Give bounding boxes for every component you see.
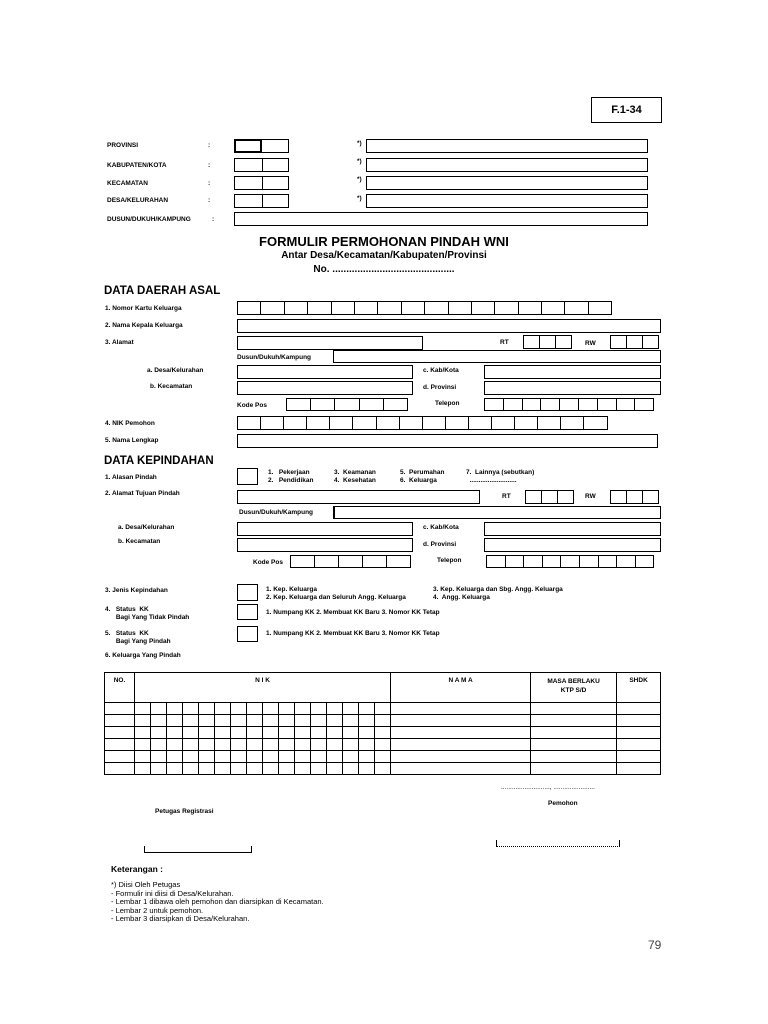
rt-cells[interactable]	[523, 335, 571, 349]
table-cell[interactable]	[617, 715, 661, 727]
digit-cell[interactable]	[564, 301, 588, 315]
table-cell[interactable]	[231, 703, 247, 715]
digit-cell[interactable]	[634, 398, 654, 411]
table-cell[interactable]	[617, 751, 661, 763]
table-cell[interactable]	[199, 751, 215, 763]
note-line: - Formulir ini diisi di Desa/Kelurahan.	[111, 888, 234, 898]
label-alamat: 3. Alamat	[105, 339, 134, 346]
rt-label: RT	[502, 493, 511, 500]
nik-pemohon-cells[interactable]	[237, 416, 607, 430]
table-cell[interactable]	[531, 715, 617, 727]
table-header-row	[105, 673, 661, 703]
table-cell[interactable]	[199, 763, 215, 775]
jenis-kepindahan-input[interactable]	[237, 584, 258, 601]
digit-cell[interactable]	[386, 555, 411, 568]
table-cell[interactable]	[617, 763, 661, 775]
table-cell[interactable]	[375, 703, 391, 715]
table-cell[interactable]	[375, 715, 391, 727]
table-cell[interactable]	[135, 715, 151, 727]
table-cell[interactable]	[135, 751, 151, 763]
digit-cell[interactable]	[514, 416, 538, 430]
table-row	[105, 727, 661, 739]
table-cell[interactable]	[343, 739, 359, 751]
status-tidak-pindah-input[interactable]	[237, 604, 258, 620]
table-cell[interactable]	[311, 715, 327, 727]
digit-cell[interactable]	[401, 301, 425, 315]
kecamatan-code-input[interactable]	[234, 176, 288, 190]
table-cell[interactable]	[311, 751, 327, 763]
table-cell[interactable]	[359, 703, 375, 715]
status-options-5: 1. Numpang KK 2. Membuat KK Baru 3. Nomor KK Tetap	[266, 630, 440, 637]
table-cell[interactable]	[359, 763, 375, 775]
table-cell[interactable]	[199, 715, 215, 727]
digit-cell[interactable]	[286, 398, 311, 411]
digit-cell[interactable]	[352, 416, 376, 430]
header-label-provinsi: PROVINSI	[107, 142, 139, 149]
desa-label: a. Desa/Kelurahan	[147, 367, 204, 374]
digit-cell[interactable]	[310, 398, 335, 411]
table-cell[interactable]	[327, 703, 343, 715]
form-code: F.1-34	[591, 97, 662, 123]
table-cell[interactable]	[151, 703, 167, 715]
table-cell[interactable]	[327, 739, 343, 751]
table-cell[interactable]	[295, 715, 311, 727]
table-cell[interactable]	[151, 715, 167, 727]
table-cell[interactable]	[215, 751, 231, 763]
digit-cell[interactable]	[537, 416, 561, 430]
table-cell[interactable]	[199, 727, 215, 739]
digit-cell[interactable]	[359, 398, 384, 411]
nomor-kk-cells[interactable]	[237, 301, 611, 315]
table-cell[interactable]	[263, 751, 279, 763]
table-cell[interactable]	[311, 763, 327, 775]
table-cell[interactable]	[531, 739, 617, 751]
kabupaten-name-input[interactable]	[366, 158, 648, 172]
digit-cell[interactable]	[290, 555, 315, 568]
kec-asal-input[interactable]	[237, 381, 413, 395]
table-cell[interactable]	[183, 727, 199, 739]
label-jenis-kepindahan: 3. Jenis Kepindahan	[105, 587, 168, 594]
header-no: NO.	[105, 673, 135, 703]
digit-cell[interactable]	[329, 416, 353, 430]
table-cell[interactable]	[343, 727, 359, 739]
table-cell[interactable]	[359, 751, 375, 763]
section-heading-asal: DATA DAERAH ASAL	[104, 285, 221, 297]
section-heading-pindah: DATA KEPINDAHAN	[104, 455, 214, 467]
table-cell[interactable]	[215, 739, 231, 751]
digit-cell[interactable]	[503, 398, 523, 411]
kab-label: c. Kab/Kota	[423, 367, 459, 374]
table-cell[interactable]	[151, 739, 167, 751]
table-cell[interactable]	[135, 739, 151, 751]
digit-cell[interactable]	[494, 301, 518, 315]
table-cell[interactable]	[183, 739, 199, 751]
rw-cells[interactable]	[610, 335, 658, 349]
digit-cell[interactable]	[560, 416, 584, 430]
table-cell[interactable]	[231, 739, 247, 751]
table-cell[interactable]	[279, 703, 295, 715]
kec-label: b. Kecamatan	[118, 538, 161, 545]
header-nama: N A M A	[391, 673, 531, 703]
label-nomor-kk: 1. Nomor Kartu Keluarga	[105, 305, 182, 312]
table-cell[interactable]	[375, 727, 391, 739]
table-cell[interactable]	[105, 739, 135, 751]
table-cell[interactable]	[247, 727, 263, 739]
petugas-signature-line[interactable]	[144, 846, 252, 853]
table-cell[interactable]	[167, 739, 183, 751]
rw-label: RW	[585, 340, 596, 347]
table-cell[interactable]	[215, 715, 231, 727]
alamat-input[interactable]	[237, 336, 423, 350]
label-kepala-keluarga: 2. Nama Kepala Keluarga	[105, 322, 183, 329]
table-cell[interactable]	[215, 727, 231, 739]
table-row	[105, 715, 661, 727]
table-cell[interactable]	[199, 739, 215, 751]
table-cell[interactable]	[327, 751, 343, 763]
table-cell[interactable]	[135, 763, 151, 775]
dusun-label: Dusun/Dukuh/Kampung	[237, 354, 312, 361]
digit-cell[interactable]	[484, 398, 504, 411]
header-colon: :	[208, 142, 211, 149]
rw-label: RW	[585, 493, 596, 500]
note-line: - Lembar 3 diarsipkan di Desa/Kelurahan.	[111, 914, 250, 924]
table-cell[interactable]	[391, 715, 531, 727]
table-cell[interactable]	[295, 751, 311, 763]
digit-cell[interactable]	[283, 416, 307, 430]
alasan-pindah-input[interactable]	[237, 468, 258, 485]
table-cell[interactable]	[327, 727, 343, 739]
table-cell[interactable]	[359, 727, 375, 739]
header-label-dusun: DUSUN/DUKUH/KAMPUNG	[107, 216, 191, 223]
digit-cell[interactable]	[338, 555, 363, 568]
kab-label: c. Kab/Kota	[423, 524, 459, 531]
digit-cell[interactable]	[399, 416, 423, 430]
label-keluarga-pindah: 6. Keluarga Yang Pindah	[105, 652, 181, 659]
dusun-asal-input[interactable]	[333, 350, 661, 363]
digit-cell[interactable]	[505, 555, 525, 568]
table-cell[interactable]	[167, 763, 183, 775]
digit-cell[interactable]	[578, 398, 598, 411]
table-cell[interactable]	[311, 739, 327, 751]
table-cell[interactable]	[391, 763, 531, 775]
table-cell[interactable]	[263, 703, 279, 715]
table-cell[interactable]	[247, 715, 263, 727]
kec-label: b. Kecamatan	[150, 383, 193, 390]
page-number: 79	[648, 938, 662, 952]
label-nik-pemohon: 4. NIK Pemohon	[105, 420, 155, 427]
table-cell[interactable]	[391, 727, 531, 739]
table-cell[interactable]	[247, 739, 263, 751]
telepon-tujuan-cells[interactable]	[486, 555, 653, 568]
petugas-mark: *)	[357, 176, 362, 183]
digit-cell[interactable]	[518, 301, 542, 315]
status-options-4: 1. Numpang KK 2. Membuat KK Baru 3. Nomor KK Tetap	[266, 609, 440, 616]
desa-name-input[interactable]	[366, 194, 648, 208]
digit-cell[interactable]	[616, 555, 636, 568]
table-cell[interactable]	[343, 751, 359, 763]
table-cell[interactable]	[263, 727, 279, 739]
digit-cell[interactable]	[635, 555, 655, 568]
table-cell[interactable]	[167, 703, 183, 715]
table-cell[interactable]	[295, 727, 311, 739]
digit-cell[interactable]	[334, 398, 359, 411]
kabupaten-code-input[interactable]	[234, 158, 288, 172]
alasan-options-3: 5. Perumahan 6. Keluarga	[400, 469, 445, 484]
header-colon: :	[208, 162, 211, 169]
digit-cell[interactable]	[237, 416, 261, 430]
digit-cell[interactable]	[588, 301, 612, 315]
table-cell[interactable]	[135, 703, 151, 715]
table-cell[interactable]	[231, 763, 247, 775]
label-status-pindah: 5. Status KK Bagi Yang Pindah	[105, 630, 171, 645]
header-masa-berlaku: MASA BERLAKU KTP S/D	[531, 673, 617, 703]
form-number: No. ............................................	[313, 264, 455, 275]
table-cell[interactable]	[183, 763, 199, 775]
table-cell[interactable]	[391, 739, 531, 751]
table-cell[interactable]	[531, 703, 617, 715]
table-cell[interactable]	[105, 751, 135, 763]
table-cell[interactable]	[295, 739, 311, 751]
header-shdk: SHDK	[617, 673, 661, 703]
prov-tujuan-input[interactable]	[484, 538, 661, 552]
table-cell[interactable]	[311, 703, 327, 715]
table-cell[interactable]	[183, 751, 199, 763]
telepon-label: Telepon	[435, 400, 460, 407]
kecamatan-name-input[interactable]	[366, 176, 648, 190]
table-cell[interactable]	[391, 703, 531, 715]
table-cell[interactable]	[343, 703, 359, 715]
pemohon-label: Pemohon	[548, 800, 578, 807]
table-cell[interactable]	[375, 751, 391, 763]
digit-cell[interactable]	[314, 555, 339, 568]
header-label-desa: DESA/KELURAHAN	[107, 197, 169, 204]
table-cell[interactable]	[105, 703, 135, 715]
table-cell[interactable]	[375, 763, 391, 775]
table-cell[interactable]	[247, 703, 263, 715]
table-cell[interactable]	[167, 751, 183, 763]
digit-cell[interactable]	[260, 416, 284, 430]
provinsi-name-input[interactable]	[366, 139, 648, 153]
jenis-options-left: 1. Kep. Keluarga 2. Kep. Keluarga dan Seluruh Angg. Keluarga	[266, 586, 406, 601]
kab-tujuan-input[interactable]	[484, 522, 661, 536]
table-cell[interactable]	[215, 703, 231, 715]
prov-label: d. Provinsi	[423, 541, 457, 548]
jenis-options-right: 3. Kep. Keluarga dan Sbg. Angg. Keluarga 4. Angg. Keluarga	[433, 586, 563, 601]
table-cell[interactable]	[231, 751, 247, 763]
telepon-label: Telepon	[437, 557, 462, 564]
pemohon-signature-line[interactable]	[496, 840, 620, 847]
digit-cell[interactable]	[445, 416, 469, 430]
prov-asal-input[interactable]	[484, 381, 661, 395]
digit-cell[interactable]	[522, 398, 542, 411]
provinsi-code-input[interactable]	[234, 139, 288, 153]
digit-cell[interactable]	[362, 555, 387, 568]
desa-tujuan-input[interactable]	[237, 522, 413, 536]
table-cell[interactable]	[617, 703, 661, 715]
table-cell[interactable]	[231, 727, 247, 739]
table-cell[interactable]	[199, 703, 215, 715]
table-cell[interactable]	[279, 727, 295, 739]
table-cell[interactable]	[105, 727, 135, 739]
kodepos-tujuan-cells[interactable]	[290, 555, 410, 568]
table-cell[interactable]	[151, 751, 167, 763]
digit-cell[interactable]	[424, 301, 448, 315]
kodepos-label: Kode Pos	[253, 559, 283, 566]
digit-cell[interactable]	[376, 416, 400, 430]
alasan-options-1: 1. Pekerjaan 2. Pendidikan	[268, 469, 314, 484]
digit-cell[interactable]	[616, 398, 636, 411]
table-cell[interactable]	[531, 751, 617, 763]
kepala-keluarga-input[interactable]	[237, 319, 661, 333]
label-nama-lengkap: 5. Nama Lengkap	[105, 437, 159, 444]
table-cell[interactable]	[327, 763, 343, 775]
table-cell[interactable]	[343, 715, 359, 727]
table-cell[interactable]	[391, 751, 531, 763]
kab-asal-input[interactable]	[484, 365, 661, 379]
digit-cell[interactable]	[542, 555, 562, 568]
table-cell[interactable]	[247, 763, 263, 775]
digit-cell[interactable]	[541, 301, 565, 315]
note-line: *) Diisi Oleh Petugas	[111, 880, 181, 889]
alamat-tujuan-input[interactable]	[237, 490, 480, 504]
rw-tujuan-cells[interactable]	[610, 490, 658, 504]
note-line: - Lembar 2 untuk pemohon.	[111, 905, 204, 915]
table-cell[interactable]	[531, 727, 617, 739]
prov-label: d. Provinsi	[423, 384, 457, 391]
dusun-tujuan-input[interactable]	[333, 506, 661, 519]
digit-cell[interactable]	[383, 398, 408, 411]
table-cell[interactable]	[343, 763, 359, 775]
digit-cell[interactable]	[579, 555, 599, 568]
digit-cell[interactable]	[486, 555, 506, 568]
header-colon: :	[208, 180, 211, 187]
table-cell[interactable]	[263, 739, 279, 751]
header-label-kabupaten: KABUPATEN/KOTA	[107, 162, 167, 169]
form-title: FORMULIR PERMOHONAN PINDAH WNI	[259, 234, 509, 249]
table-cell[interactable]	[279, 763, 295, 775]
table-cell[interactable]	[151, 727, 167, 739]
desa-label: a. Desa/Kelurahan	[118, 524, 175, 531]
notes-heading: Keterangan :	[111, 864, 163, 874]
header-colon: :	[212, 216, 215, 223]
telepon-asal-cells[interactable]	[484, 398, 653, 411]
dusun-label: Dusun/Dukuh/Kampung	[239, 509, 314, 516]
header-colon: :	[208, 197, 211, 204]
table-cell[interactable]	[327, 715, 343, 727]
table-cell[interactable]	[311, 727, 327, 739]
label-alasan-pindah: 1. Alasan Pindah	[105, 474, 157, 481]
digit-cell[interactable]	[377, 301, 401, 315]
digit-cell[interactable]	[540, 398, 560, 411]
label-alamat-tujuan: 2. Alamat Tujuan Pindah	[105, 490, 180, 497]
table-cell[interactable]	[135, 727, 151, 739]
petugas-mark: *)	[357, 195, 362, 202]
digit-cell[interactable]	[491, 416, 515, 430]
petugas-mark: *)	[357, 140, 362, 147]
digit-cell[interactable]	[523, 555, 543, 568]
digit-cell[interactable]	[284, 301, 308, 315]
table-cell[interactable]	[105, 763, 135, 775]
alasan-options-4: 7. Lainnya (sebutkan) ..........................	[466, 469, 535, 484]
note-line: - Lembar 1 dibawa oleh pemohon dan diarsipkan di Kecamatan.	[111, 897, 324, 907]
date-line: ..........................., .......................	[501, 784, 595, 791]
alasan-options-2: 3. Keamanan 4. Kesehatan	[334, 469, 376, 484]
digit-cell[interactable]	[237, 301, 261, 315]
table-cell[interactable]	[617, 739, 661, 751]
digit-cell[interactable]	[468, 416, 492, 430]
table-cell[interactable]	[215, 763, 231, 775]
digit-cell[interactable]	[331, 301, 355, 315]
table-cell[interactable]	[279, 715, 295, 727]
desa-asal-input[interactable]	[237, 365, 413, 379]
table-cell[interactable]	[359, 739, 375, 751]
digit-cell[interactable]	[583, 416, 607, 430]
digit-cell[interactable]	[422, 416, 446, 430]
header-label-kecamatan: KECAMATAN	[107, 180, 148, 187]
status-pindah-input[interactable]	[237, 626, 258, 642]
petugas-mark: *)	[357, 158, 362, 165]
header-nik: N I K	[135, 673, 391, 703]
table-cell[interactable]	[375, 739, 391, 751]
digit-cell[interactable]	[598, 555, 618, 568]
digit-cell[interactable]	[306, 416, 330, 430]
table-cell[interactable]	[151, 763, 167, 775]
digit-cell[interactable]	[597, 398, 617, 411]
table-cell[interactable]	[183, 715, 199, 727]
table-cell[interactable]	[359, 715, 375, 727]
table-cell[interactable]	[263, 715, 279, 727]
table-cell[interactable]	[183, 703, 199, 715]
kec-tujuan-input[interactable]	[237, 538, 413, 552]
dusun-input[interactable]	[234, 212, 648, 226]
digit-cell[interactable]	[260, 301, 284, 315]
digit-cell[interactable]	[471, 301, 495, 315]
table-cell[interactable]	[167, 715, 183, 727]
form-subtitle: Antar Desa/Kecamatan/Kabupaten/Provinsi	[281, 250, 487, 261]
table-cell[interactable]	[295, 763, 311, 775]
digit-cell[interactable]	[560, 555, 580, 568]
table-cell[interactable]	[167, 727, 183, 739]
table-cell[interactable]	[263, 763, 279, 775]
desa-code-input[interactable]	[234, 194, 288, 208]
digit-cell[interactable]	[559, 398, 579, 411]
table-row	[105, 703, 661, 715]
digit-cell[interactable]	[448, 301, 472, 315]
table-cell[interactable]	[231, 715, 247, 727]
label-status-tidak-pindah: 4. Status KK Bagi Yang Tidak Pindah	[105, 606, 190, 621]
keluarga-pindah-table	[104, 672, 661, 775]
table-row	[105, 763, 661, 775]
table-row	[105, 751, 661, 763]
digit-cell[interactable]	[354, 301, 378, 315]
table-cell[interactable]	[247, 751, 263, 763]
digit-cell[interactable]	[307, 301, 331, 315]
table-row	[105, 739, 661, 751]
table-cell[interactable]	[531, 763, 617, 775]
rt-label: RT	[500, 339, 509, 346]
table-cell[interactable]	[295, 703, 311, 715]
kodepos-asal-cells[interactable]	[286, 398, 407, 411]
table-cell[interactable]	[617, 727, 661, 739]
table-cell[interactable]	[279, 739, 295, 751]
table-cell[interactable]	[279, 751, 295, 763]
kodepos-label: Kode Pos	[237, 402, 267, 409]
nama-lengkap-input[interactable]	[237, 434, 658, 448]
rt-tujuan-cells[interactable]	[525, 490, 573, 504]
table-cell[interactable]	[105, 715, 135, 727]
petugas-label: Petugas Registrasi	[155, 808, 214, 815]
